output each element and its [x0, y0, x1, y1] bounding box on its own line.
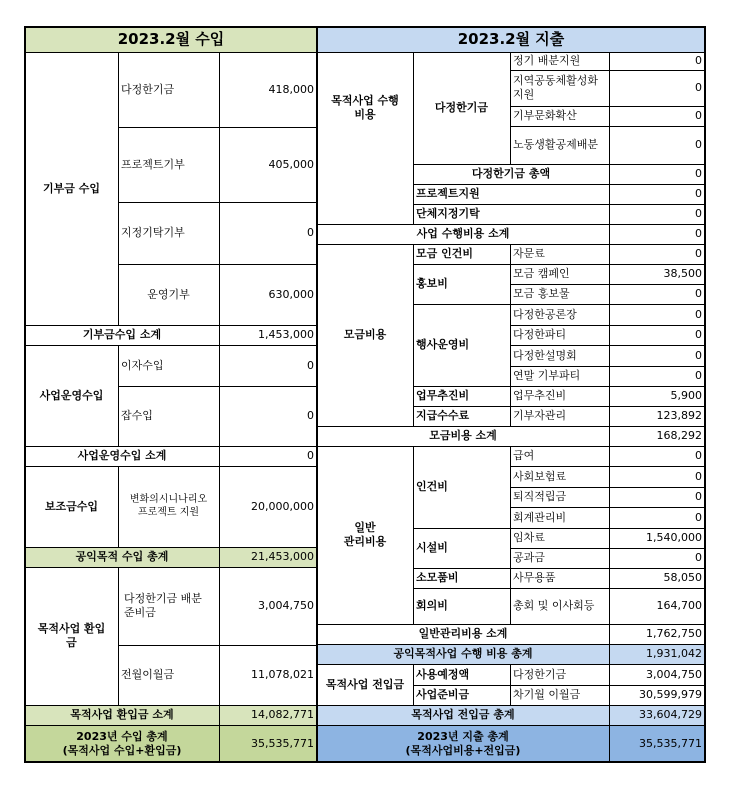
purpose-expense-label: 목적사업 수행 비용	[331, 94, 399, 121]
fundraising-subtotal-label: 모금비용 소계	[429, 429, 497, 443]
grid-line	[413, 568, 705, 569]
grid-line	[510, 284, 705, 285]
grid-line	[118, 645, 317, 646]
grid-line	[25, 567, 317, 568]
grid-line	[609, 52, 610, 762]
expense-grand-total: 35,535,771	[609, 725, 705, 762]
grid-line	[413, 588, 705, 589]
transfer-expense-label: 목적사업 전입금	[325, 677, 405, 691]
fundraising-category: 업무추진비	[416, 389, 470, 403]
general-item-amount: 0	[695, 551, 702, 565]
operation-income-label: 사업운영수입	[39, 388, 104, 402]
fundraising-item-name: 모금 캠페인	[513, 267, 570, 281]
fundraising-item-name: 다정한파티	[513, 328, 567, 342]
grid-line	[219, 52, 220, 762]
fundraising-item-amount: 0	[695, 287, 702, 301]
grid-line	[413, 244, 414, 426]
fundraising-item-amount: 0	[695, 348, 702, 362]
fundraising-item-name: 연말 기부파티	[513, 369, 581, 383]
fundraising-item-amount: 0	[695, 247, 702, 261]
transfer-total: 33,604,729	[609, 705, 705, 725]
grid-line	[118, 202, 317, 203]
donation-item-name: 운영기부	[147, 287, 190, 301]
grid-line	[317, 725, 705, 726]
fundraising-item-amount: 0	[695, 328, 702, 342]
donation-item-name: 지정기탁기부	[121, 226, 185, 240]
expense-grand-total-label: 2023년 지출 총계 (목적사업비용+전입금)	[317, 725, 609, 762]
project-support-label: 프로젝트지원	[416, 187, 480, 201]
grid-line	[317, 446, 705, 447]
general-item-amount: 0	[695, 469, 702, 483]
outer-border-bottom	[24, 761, 706, 763]
refund-subtotal-label: 목적사업 환입금 소계	[25, 705, 219, 725]
general-item-amount: 164,700	[656, 599, 702, 613]
grid-line	[413, 52, 414, 224]
grid-line	[413, 164, 705, 165]
grid-line	[413, 304, 705, 305]
operation-item-amount: 0	[307, 409, 314, 423]
transfer-item-name: 다정한기금	[513, 667, 567, 681]
operation-item-amount: 0	[307, 358, 314, 372]
fund-total: 0	[695, 167, 702, 181]
fundraising-item-name: 다정한공론장	[513, 307, 577, 321]
donation-item-name: 다정한기금	[121, 82, 175, 96]
refund-item-name: 다정한기금 배분 준비금	[124, 592, 202, 619]
grid-line	[510, 70, 705, 71]
expense-header: 2023.2월 지출	[317, 27, 705, 52]
fundraising-item-amount: 38,500	[663, 267, 702, 281]
general-item-amount: 1,540,000	[646, 531, 702, 545]
general-item-amount: 0	[695, 490, 702, 504]
grid-line	[118, 466, 119, 547]
public-income-total-label: 공익목적 수입 총계	[25, 547, 219, 567]
grid-line	[25, 325, 317, 326]
refund-income-label: 목적사업 환입금	[37, 622, 106, 649]
grid-line	[510, 446, 511, 624]
fund-item-amount: 0	[695, 109, 702, 123]
grid-line	[317, 426, 705, 427]
grid-line	[317, 224, 705, 225]
grid-line	[413, 184, 705, 185]
operation-item-name: 이자수입	[121, 358, 164, 372]
donation-subtotal: 1,453,000	[258, 328, 314, 342]
general-item-name: 급여	[513, 449, 535, 463]
fundraising-item-name: 모금 홍보물	[513, 287, 570, 301]
fundraising-item-amount: 0	[695, 369, 702, 383]
grid-line	[118, 386, 317, 387]
general-item-name: 총회 및 이사회등	[513, 599, 595, 613]
general-item-name: 사무용품	[513, 571, 556, 585]
public-expense-total: 1,931,042	[609, 644, 705, 664]
refund-item-name: 전월이월금	[121, 668, 175, 682]
fundraising-category: 홍보비	[416, 277, 448, 291]
fundraising-item-amount: 123,892	[656, 409, 702, 423]
grid-line	[510, 126, 705, 127]
grid-line	[317, 624, 705, 625]
fund-item-amount: 0	[695, 54, 702, 68]
grid-line	[510, 507, 705, 508]
fund-item-amount: 0	[695, 138, 702, 152]
grid-line	[317, 664, 705, 665]
purpose-subtotal-label: 사업 수행비용 소계	[416, 227, 510, 241]
donation-item-amount: 0	[307, 226, 314, 240]
fundraising-item-name: 다정한설명회	[513, 348, 577, 362]
grid-line	[25, 466, 317, 467]
grid-line	[118, 52, 119, 325]
grid-line	[413, 264, 705, 265]
transfer-item-amount: 3,004,750	[646, 667, 702, 681]
fundraising-category: 모금 인건비	[416, 247, 473, 261]
grid-line	[413, 386, 705, 387]
fundraising-item-amount: 0	[695, 307, 702, 321]
general-category: 인건비	[416, 480, 448, 494]
grid-line	[413, 685, 705, 686]
fund-item-name: 기부문화확산	[513, 109, 577, 123]
fund-item-name: 노동생활공제배분	[513, 138, 599, 152]
general-item-name: 사회보험료	[513, 469, 567, 483]
operation-subtotal-label: 사업운영수입 소계	[77, 449, 167, 463]
outer-border-right	[704, 26, 706, 763]
general-item-amount: 58,050	[663, 571, 702, 585]
outer-border-top	[24, 26, 706, 28]
group-designated-amount: 0	[695, 207, 702, 221]
donation-item-name: 프로젝트기부	[121, 157, 185, 171]
fundraising-subtotal: 168,292	[656, 429, 702, 443]
transfer-total-label: 목적사업 전입금 총계	[317, 705, 609, 725]
grid-line	[25, 547, 317, 548]
income-grand-total: 35,535,771	[219, 725, 317, 762]
outer-border-left	[24, 26, 26, 763]
grid-line	[510, 106, 705, 107]
donation-income-label: 기부금 수입	[43, 181, 100, 195]
grid-line	[510, 466, 705, 467]
group-designated-label: 단체지정기탁	[416, 207, 480, 221]
transfer-category: 사용예정액	[416, 667, 470, 681]
general-category: 시설비	[416, 541, 448, 555]
general-item-name: 임차료	[513, 531, 545, 545]
general-expense-label: 일반 관리비용	[343, 521, 387, 548]
grid-line	[25, 705, 317, 706]
fundraising-item-name: 자문료	[513, 247, 545, 261]
grid-line	[510, 325, 705, 326]
donation-subtotal-label: 기부금수입 소계	[82, 328, 162, 342]
grid-line	[118, 127, 317, 128]
fund-item-name: 지역공동체활성화 지원	[513, 74, 599, 101]
grid-line	[317, 705, 705, 706]
public-income-total: 21,453,000	[219, 547, 317, 567]
refund-subtotal: 14,082,771	[219, 705, 317, 725]
grid-line	[25, 345, 317, 346]
grid-line	[510, 244, 511, 426]
center-divider	[316, 26, 318, 763]
fund-item-name: 정기 배분지원	[513, 54, 581, 68]
donation-item-amount: 630,000	[268, 287, 314, 301]
grid-line	[317, 644, 705, 645]
general-item-amount: 0	[695, 510, 702, 524]
general-subtotal: 1,762,750	[646, 627, 702, 641]
subsidy-item-amount: 20,000,000	[251, 499, 314, 513]
fund-label: 다정한기금	[434, 101, 489, 115]
general-item-name: 퇴직적립금	[513, 490, 567, 504]
grid-line	[510, 52, 511, 164]
grid-line	[413, 204, 705, 205]
general-item-name: 공과금	[513, 551, 545, 565]
fundraising-item-name: 업무추진비	[513, 389, 567, 403]
fundraising-category: 지급수수료	[416, 409, 470, 423]
donation-item-amount: 418,000	[268, 82, 314, 96]
refund-item-amount: 11,078,021	[251, 668, 314, 682]
general-category: 회의비	[416, 599, 448, 613]
fund-total-label: 다정한기금 총액	[471, 167, 551, 181]
purpose-subtotal: 0	[695, 227, 702, 241]
income-grand-total-label: 2023년 수입 총계 (목적사업 수입+환입금)	[25, 725, 219, 762]
donation-item-amount: 405,000	[268, 157, 314, 171]
fundraising-category: 행사운영비	[416, 338, 470, 352]
project-support-amount: 0	[695, 187, 702, 201]
refund-item-amount: 3,004,750	[258, 599, 314, 613]
transfer-item-amount: 30,599,979	[639, 688, 702, 702]
grid-line	[25, 52, 317, 53]
transfer-category: 사업준비금	[416, 688, 470, 702]
grid-line	[510, 345, 705, 346]
grid-line	[25, 446, 317, 447]
grid-line	[510, 548, 705, 549]
general-item-amount: 0	[695, 449, 702, 463]
grid-line	[317, 52, 705, 53]
general-item-name: 회계관리비	[513, 510, 567, 524]
subsidy-income-label: 보조금수입	[44, 499, 99, 513]
grid-line	[413, 446, 414, 624]
fundraising-item-name: 기부자관리	[513, 409, 567, 423]
grid-line	[510, 664, 511, 705]
grid-line	[317, 244, 705, 245]
grid-line	[510, 366, 705, 367]
public-expense-total-label: 공익목적사업 수행 비용 총계	[317, 644, 609, 664]
grid-line	[25, 725, 317, 726]
general-category: 소모품비	[416, 571, 459, 585]
fundraising-expense-label: 모금비용	[343, 328, 387, 342]
income-header: 2023.2월 수입	[25, 27, 317, 52]
transfer-item-name: 차기월 이월금	[513, 688, 581, 702]
grid-line	[413, 528, 705, 529]
operation-item-name: 잡수입	[121, 409, 153, 423]
fundraising-item-amount: 5,900	[670, 389, 702, 403]
grid-line	[118, 567, 119, 705]
grid-line	[118, 345, 119, 446]
general-subtotal-label: 일반관리비용 소계	[418, 627, 508, 641]
grid-line	[510, 487, 705, 488]
fund-item-amount: 0	[695, 81, 702, 95]
grid-line	[118, 264, 317, 265]
grid-line	[413, 664, 414, 705]
subsidy-item-name: 변화의시니나리오 프로젝트 지원	[129, 494, 208, 518]
operation-subtotal: 0	[307, 449, 314, 463]
grid-line	[413, 406, 705, 407]
